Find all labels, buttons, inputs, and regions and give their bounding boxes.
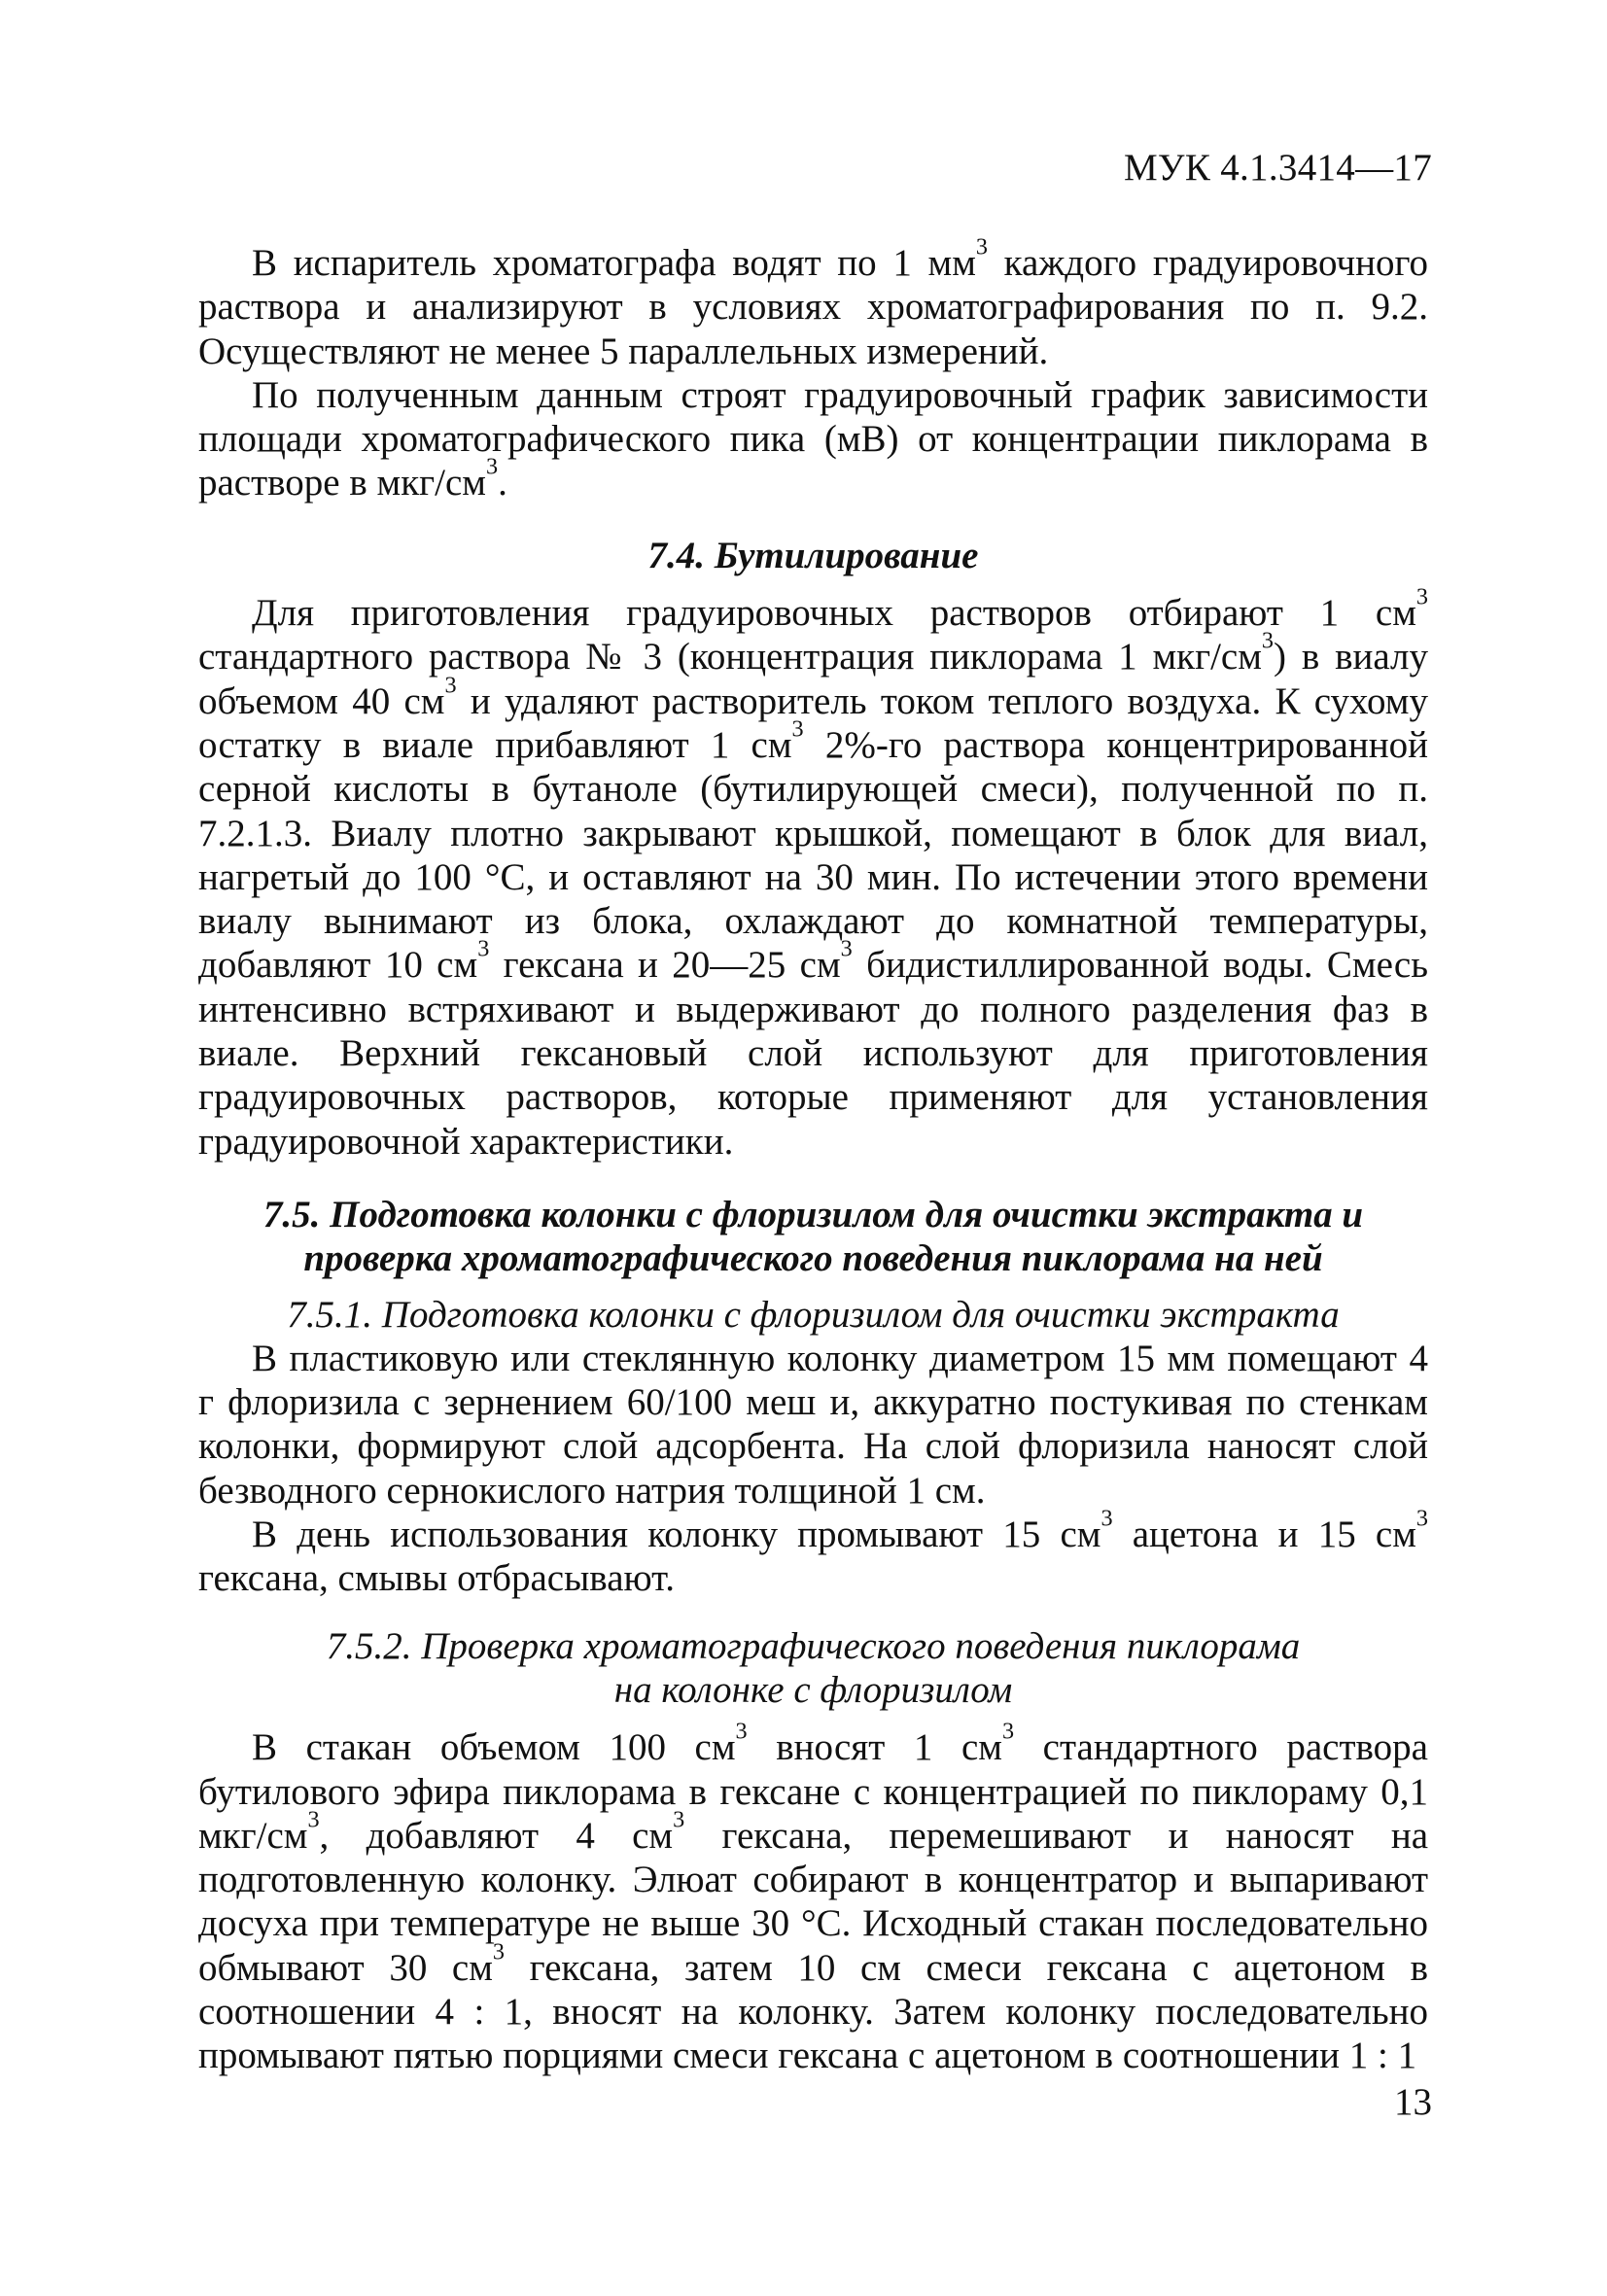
paragraph-calibration-graph: По полученным данным строят градуировочный график зависимости площади хроматографического пика (мВ) от концентрации пиклорама в растворе в мкг/$см^3$. bbox=[198, 373, 1428, 504]
section-title-7-5: 7.5. Подготовка колонки с флоризилом для очистки экстракта и проверка хроматографического поведения пиклорама на ней bbox=[262, 1193, 1364, 1280]
section-title-7-5-1: 7.5.1. Подготовка колонки с флоризилом для очистки экстракта bbox=[287, 1293, 1340, 1336]
section-title-7-5-2: 7.5.2. Проверка хроматографического поведения пиклорама на колонке с флоризилом bbox=[326, 1624, 1301, 1711]
paragraph-butylation: Для приготовления градуировочных растворов отбирают 1 $см^3$ стандартного раствора № 3 (концентрация пиклорама 1 мкг/$см^3$) в виалу объемом 40 $см^3$ и удаляют растворитель током теплого воздуха. К сухому остатку в виале прибавляют 1 $см^3$ 2%-го раствора концентрированной серной кислоты в бутаноле (бутилирующей смеси), полученной по п. 7.2.1.3. Виалу плотно закрывают крышкой, помещают в блок для виал, нагретый до 100 °С, и оставляют на 30 мин. По истечении этого времени виалу вынимают из блока, охлаждают до комнатной температуры, добавляют 10 $см^3$ гексана и 20—25 $см^3$ бидистиллированной воды. Смесь интенсивно встряхивают и выдерживают до полного разделения фаз в виале. Верхний гексановый слой используют для приготовления градуировочных растворов, которые применяют для установления градуировочной характеристики. bbox=[198, 583, 1428, 1163]
paragraph-column-check: В стакан объемом 100 $см^3$ вносят 1 $см^3$ стандартного раствора бутилового эфира пиклорама в гексане с концентрацией по пиклораму 0,1 мкг/$см^3$, добавляют 4 $см^3$ гексана, перемешивают и наносят на подготовленную колонку. Элюат собирают в концентратор и выпаривают досуха при температуре не выше 30 °С. Исходный стакан последовательно обмывают 30 $см^3$ гексана, затем 10 см смеси гексана с ацетоном в соотношении 4 : 1, вносят на колонку. Затем колонку последовательно промывают пятью порциями смеси гексана с ацетоном в соотношении 1 : 1 bbox=[198, 1718, 1429, 2077]
document-body bbox=[198, 233, 1429, 2078]
paragraph-column-washing: В день использования колонку промывают 15 $см^3$ ацетона и 15 $см^3$ гексана, смывы отбрасывают. bbox=[198, 1505, 1428, 1600]
paragraph-injection: В испаритель хроматографа водят по 1 $мм^3$ каждого градуировочного раствора и анализируют в условиях хроматографирования по п. 9.2. Осуществляют не менее 5 параллельных измерений. bbox=[198, 233, 1428, 372]
section-title-7-4: 7.4. Бутилирование bbox=[647, 534, 979, 576]
paragraph-column-preparation: В пластиковую или стеклянную колонку диаметром 15 мм помещают 4 г флоризила с зернением 60/100 меш и, аккуратно постукивая по стенкам колонки, формируют слой адсорбента. На слой флоризила наносят слой безводного сернокислого натрия толщиной 1 см. bbox=[198, 1337, 1428, 1512]
page-number: 13 bbox=[1394, 2081, 1432, 2123]
document-code-header: МУК 4.1.3414—17 bbox=[1123, 147, 1432, 189]
